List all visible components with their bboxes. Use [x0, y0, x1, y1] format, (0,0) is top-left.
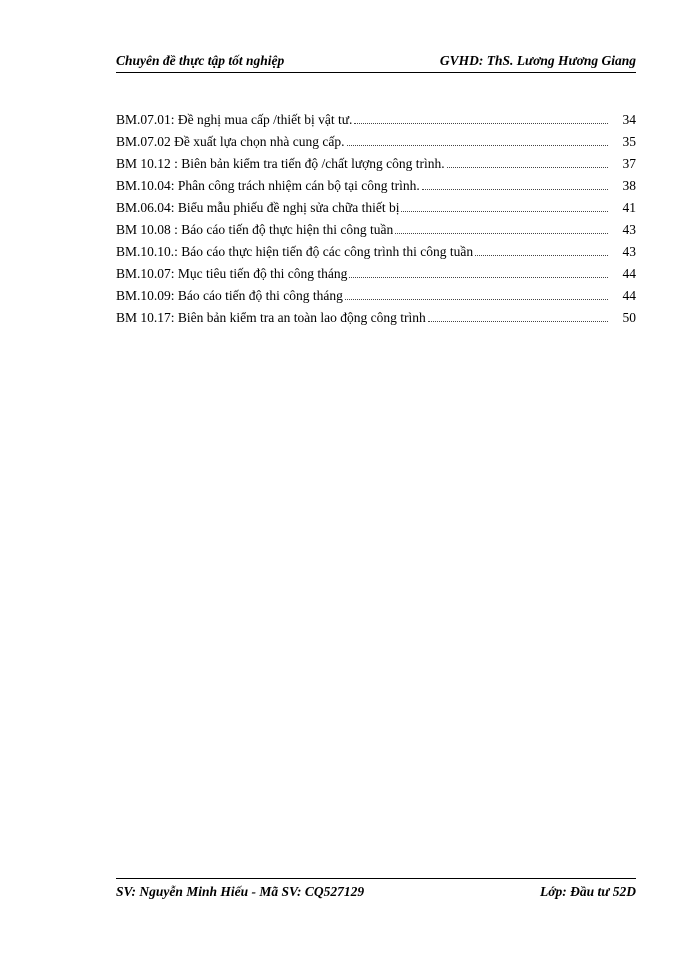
- toc-entry[interactable]: [116, 222, 636, 244]
- toc-entry[interactable]: [116, 134, 636, 156]
- dot-leader: [422, 188, 608, 190]
- toc-entry-page: 44: [622, 288, 636, 303]
- toc-entry-label: BM 10.17: Biên bản kiểm tra an toàn lao động công trình: [116, 310, 426, 325]
- toc-entry-label: BM 10.12 : Biên bản kiểm tra tiến độ /chất lượng công trình.: [116, 156, 445, 171]
- toc-entry-label: BM.10.09: Báo cáo tiến độ thi công tháng: [116, 288, 343, 303]
- dot-leader: [401, 210, 608, 212]
- toc-entry-label: BM.06.04: Biểu mẫu phiếu đề nghị sửa chữa thiết bị: [116, 200, 400, 215]
- table-of-contents: [116, 112, 636, 332]
- dot-leader: [395, 232, 608, 234]
- dot-leader: [447, 166, 608, 168]
- header-supervisor: GVHD: ThS. Lương Hương Giang: [439, 53, 636, 68]
- toc-entry-page: 50: [622, 310, 636, 325]
- toc-entry-label: BM.07.02 Đề xuất lựa chọn nhà cung cấp.: [116, 134, 345, 149]
- toc-entry[interactable]: [116, 288, 636, 310]
- footer-class-info: Lớp: Đầu tư 52D: [540, 884, 636, 899]
- toc-entry-label: BM.07.01: Đề nghị mua cấp /thiết bị vật tư.: [116, 112, 353, 127]
- toc-entry-page: 34: [622, 112, 636, 127]
- page-header: [116, 50, 636, 73]
- toc-entry[interactable]: [116, 266, 636, 288]
- dot-leader: [349, 276, 608, 278]
- page-footer: [116, 878, 636, 905]
- toc-entry-label: BM.10.07: Mục tiêu tiến độ thi công tháng: [116, 266, 348, 281]
- toc-entry-page: 43: [622, 244, 636, 259]
- toc-entry[interactable]: [116, 310, 636, 332]
- dot-leader: [345, 298, 608, 300]
- toc-entry-label: BM 10.08 : Báo cáo tiến độ thực hiện thi công tuần: [116, 222, 394, 237]
- toc-entry[interactable]: [116, 244, 636, 266]
- dot-leader: [354, 122, 608, 124]
- dot-leader: [347, 144, 608, 146]
- toc-entry-page: 37: [622, 156, 636, 171]
- dot-leader: [428, 320, 608, 322]
- toc-entry[interactable]: [116, 156, 636, 178]
- footer-student-info: SV: Nguyễn Minh Hiếu - Mã SV: CQ527129: [116, 884, 365, 899]
- toc-entry-page: 41: [622, 200, 636, 215]
- toc-entry-page: 43: [622, 222, 636, 237]
- toc-entry-label: BM.10.10.: Báo cáo thực hiện tiến độ các công trình thi công tuần: [116, 244, 474, 259]
- toc-entry[interactable]: [116, 112, 636, 134]
- header-course-title: Chuyên đề thực tập tốt nghiệp: [116, 53, 285, 68]
- toc-entry[interactable]: [116, 200, 636, 222]
- dot-leader: [475, 254, 608, 256]
- toc-entry-label: BM.10.04: Phân công trách nhiệm cán bộ tại công trình.: [116, 178, 420, 193]
- toc-entry[interactable]: [116, 178, 636, 200]
- toc-entry-page: 44: [622, 266, 636, 281]
- toc-entry-page: 35: [622, 134, 636, 149]
- toc-entry-page: 38: [622, 178, 636, 193]
